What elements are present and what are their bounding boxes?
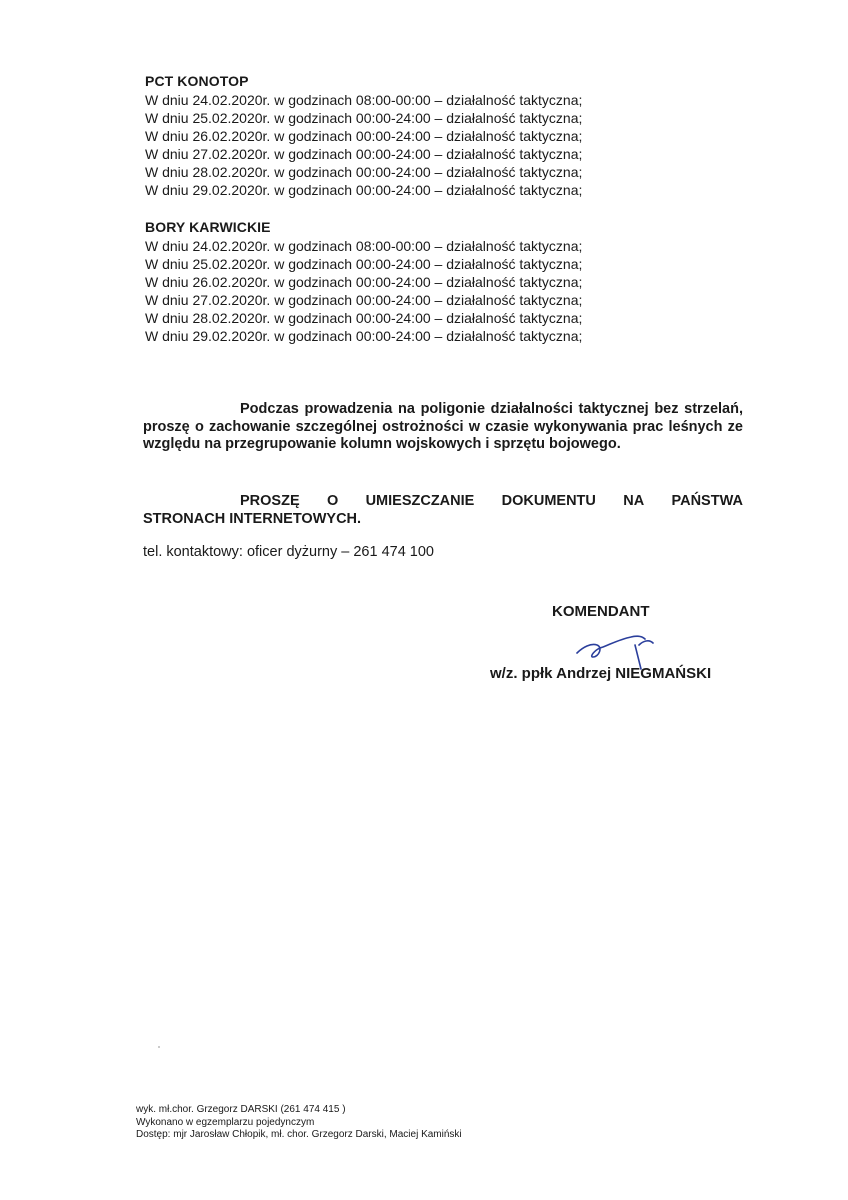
section-konotop <box>145 72 665 199</box>
request-word: PAŃSTWA <box>671 493 743 509</box>
request-word: PROSZĘ <box>240 493 300 509</box>
footer-copy-note: Wykonano w egzemplarzu pojedynczym <box>136 1116 315 1128</box>
schedule-line: W dniu 26.02.2020r. w godzinach 00:00-24:00 – działalność taktyczna; <box>145 274 583 290</box>
schedule-line: W dniu 29.02.2020r. w godzinach 00:00-24:00 – działalność taktyczna; <box>145 328 583 344</box>
request-word: NA <box>623 493 645 509</box>
schedule-line: W dniu 28.02.2020r. w godzinach 00:00-24:00 – działalność taktyczna; <box>145 164 583 180</box>
schedule-line: W dniu 25.02.2020r. w godzinach 00:00-24:00 – działalność taktyczna; <box>145 110 583 126</box>
commander-title: KOMENDANT <box>552 603 650 620</box>
section-bory-karwickie <box>145 218 665 345</box>
schedule-line: W dniu 24.02.2020r. w godzinach 08:00-00:00 – działalność taktyczna; <box>145 238 583 254</box>
handwritten-signature <box>573 623 663 671</box>
safety-notice-text: Podczas prowadzenia na poligonie działalności taktycznej bez strzelań, proszę o zachowanie szczególnej ostrożności w czasie wykonywania prac leśnych ze względu na przegrupowanie kolumn wojskowych i sprzętu bojowego. <box>143 401 743 452</box>
section-title: PCT KONOTOP <box>145 73 249 89</box>
publish-request <box>143 492 743 528</box>
schedule-line: W dniu 27.02.2020r. w godzinach 00:00-24:00 – działalność taktyczna; <box>145 292 583 308</box>
footer-access-list: Dostęp: mjr Jarosław Chłopik, mł. chor. Grzegorz Darski, Maciej Kamiński <box>136 1129 462 1140</box>
publish-request-line1 <box>143 492 743 510</box>
publish-request-line2: STRONACH INTERNETOWYCH. <box>143 511 362 527</box>
schedule-line: W dniu 25.02.2020r. w godzinach 00:00-24:00 – działalność taktyczna; <box>145 256 583 272</box>
document-footer <box>136 1104 462 1142</box>
footer-prepared-by: wyk. mł.chor. Grzegorz DARSKI (261 474 415 ) <box>136 1104 346 1115</box>
section-title: BORY KARWICKIE <box>145 219 271 235</box>
safety-notice-paragraph <box>143 401 743 454</box>
request-word: O <box>326 493 339 509</box>
scan-speck <box>158 1046 160 1048</box>
schedule-line: W dniu 29.02.2020r. w godzinach 00:00-24:00 – działalność taktyczna; <box>145 182 583 198</box>
schedule-line: W dniu 27.02.2020r. w godzinach 00:00-24:00 – działalność taktyczna; <box>145 146 583 162</box>
schedule-line: W dniu 26.02.2020r. w godzinach 00:00-24:00 – działalność taktyczna; <box>145 128 583 144</box>
request-word: DOKUMENTU <box>501 493 596 509</box>
schedule-line: W dniu 28.02.2020r. w godzinach 00:00-24:00 – działalność taktyczna; <box>145 310 583 326</box>
contact-phone: tel. kontaktowy: oficer dyżurny – 261 474 100 <box>143 544 434 560</box>
request-word: UMIESZCZANIE <box>365 493 475 509</box>
signer-name: w/z. ppłk Andrzej NIEGMAŃSKI <box>490 665 712 682</box>
schedule-line: W dniu 24.02.2020r. w godzinach 08:00-00:00 – działalność taktyczna; <box>145 92 583 108</box>
